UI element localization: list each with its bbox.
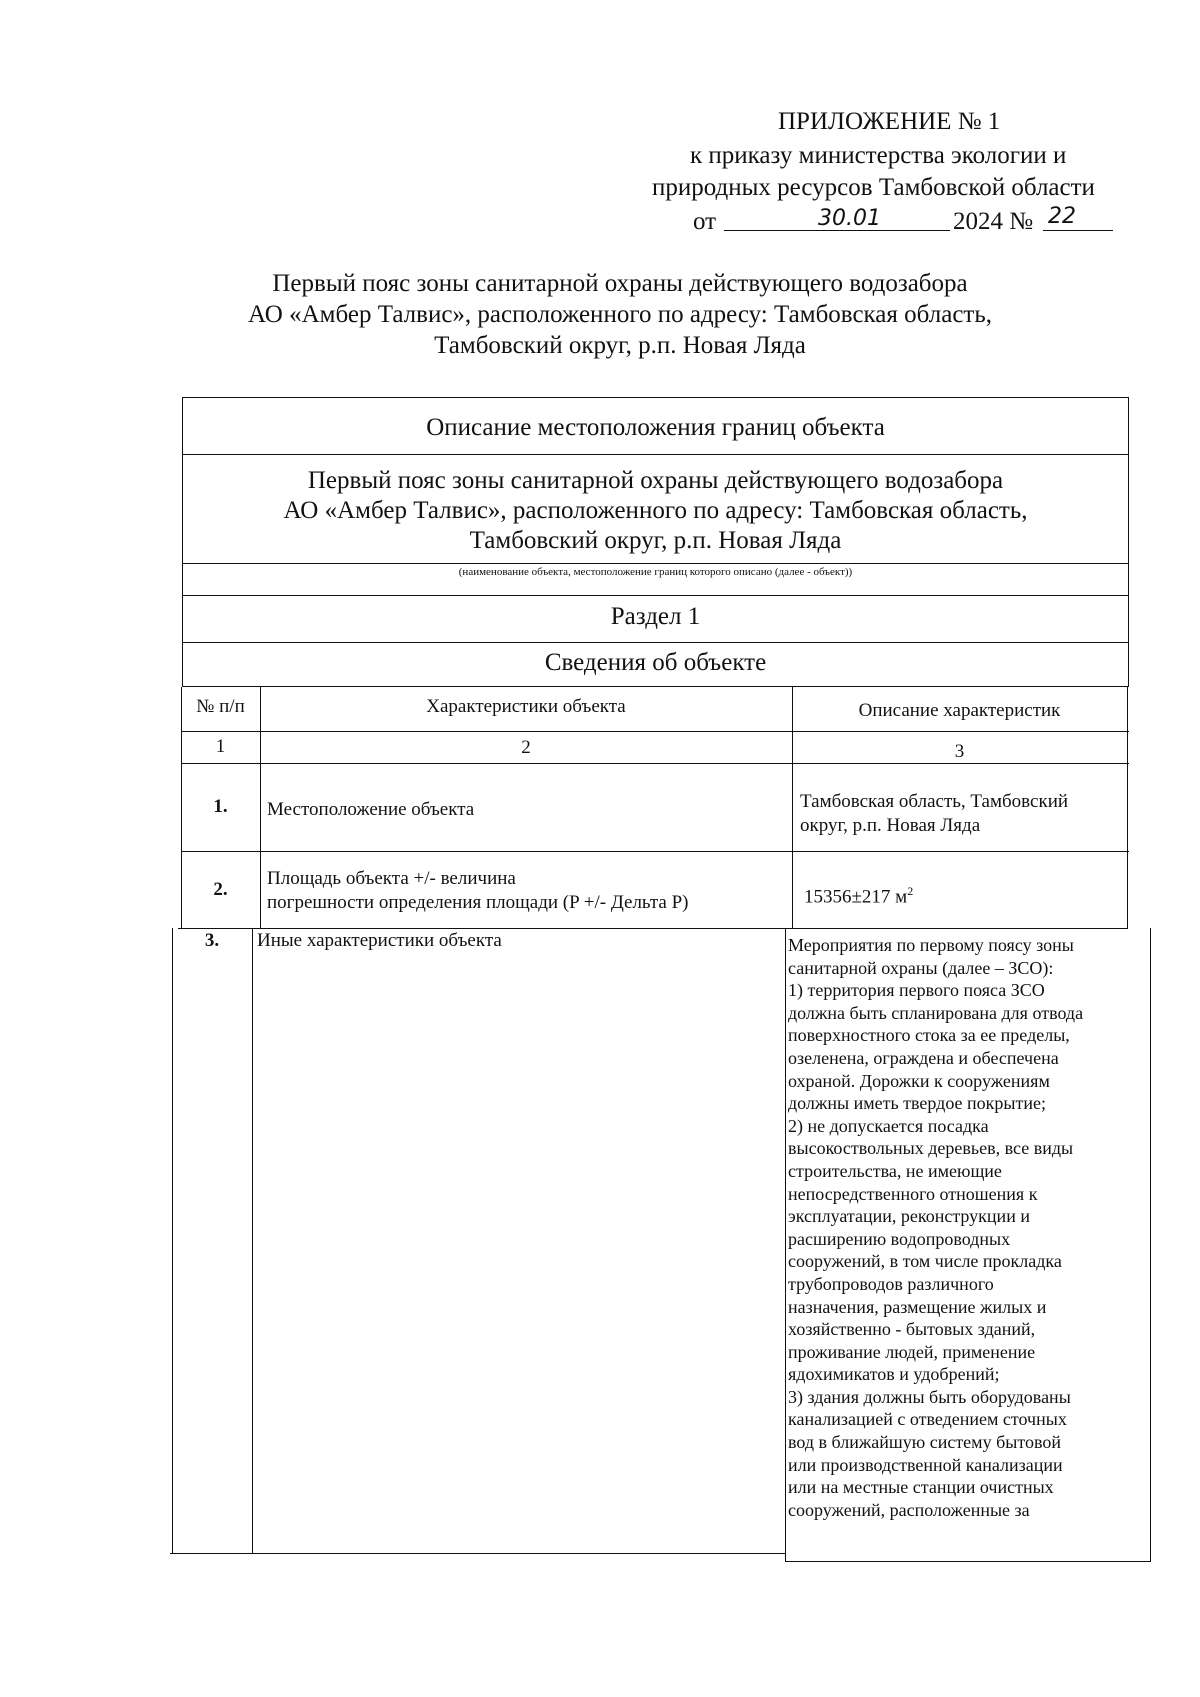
date-from-label: от xyxy=(693,208,717,235)
row-3-desc-line: эксплуатации, реконструкции и xyxy=(788,1206,1030,1227)
handwritten-number: 22 xyxy=(1048,204,1076,229)
column-header-description: Описание характеристик xyxy=(858,700,1061,721)
row-3-desc-line: сооружений, в том числе прокладка xyxy=(788,1251,1062,1272)
divider xyxy=(252,928,253,1553)
row-3-desc-line: расширению водопроводных xyxy=(788,1228,1011,1249)
area-unit-exponent: 2 xyxy=(907,884,914,898)
row-3-desc-line: непосредственного отношения к xyxy=(788,1183,1038,1204)
divider xyxy=(1127,687,1128,928)
divider xyxy=(182,454,1129,455)
document-title xyxy=(180,268,1060,361)
row-1-desc-line: округ, р.п. Новая Ляда xyxy=(800,815,981,836)
row-3-desc-line: канализацией с отведением сточных xyxy=(788,1409,1067,1430)
row-1-desc-line: Тамбовская область, Тамбовский xyxy=(800,791,1069,812)
row-2-name-line: Площадь объекта +/- величина xyxy=(267,868,516,889)
appendix-order-line1: к приказу министерства экологии и xyxy=(690,142,1067,169)
divider xyxy=(182,595,1129,596)
row-2-number: 2. xyxy=(213,879,228,900)
row-3-desc-line: высокоствольных деревьев, все виды xyxy=(788,1138,1074,1159)
row-3-desc-line: вод в ближайшую систему бытовой xyxy=(788,1432,1061,1453)
object-name-line2: АО «Амбер Талвис», расположенного по адресу: Тамбовская область, xyxy=(283,497,1028,524)
object-name xyxy=(182,466,1129,556)
divider xyxy=(182,563,1129,564)
row-3-description xyxy=(788,934,1148,1521)
divider xyxy=(785,928,786,1561)
divider xyxy=(785,1561,1151,1562)
divider xyxy=(170,1553,786,1554)
row-3-desc-line: санитарной охраны (далее – ЗСО): xyxy=(788,957,1054,978)
appendix-title: ПРИЛОЖЕНИЕ № 1 xyxy=(778,108,1001,135)
row-3-desc-line: должны иметь твердое покрытие; xyxy=(788,1093,1046,1114)
title-line2: АО «Амбер Талвис», расположенного по адресу: Тамбовская область, xyxy=(247,301,992,328)
area-value: 15356±217 м xyxy=(804,886,908,908)
row-1-number: 1. xyxy=(213,796,228,817)
row-3-desc-line: 1) территория первого пояса ЗСО xyxy=(788,980,1045,1001)
row-3-desc-line: проживание людей, применение xyxy=(788,1341,1036,1362)
row-3-desc-line: поверхностного стока за ее пределы, xyxy=(788,1025,1070,1046)
title-line3: Тамбовский округ, р.п. Новая Ляда xyxy=(434,332,806,359)
row-3-desc-line: 2) не допускается посадка xyxy=(788,1115,989,1136)
row-3-desc-line: или производственной канализации xyxy=(788,1454,1063,1475)
row-3-desc-line: 3) здания должны быть оборудованы xyxy=(788,1386,1071,1407)
row-3-desc-line: Мероприятия по первому поясу зоны xyxy=(788,935,1074,955)
section-title: Сведения об объекте xyxy=(544,649,767,676)
row-2-name-line: погрешности определения площади (P +/- Дельта P) xyxy=(267,892,689,913)
divider xyxy=(792,687,793,928)
divider xyxy=(1150,928,1151,1561)
row-3-number: 3. xyxy=(204,930,220,951)
row-3-desc-line: ядохимикатов и удобрений; xyxy=(788,1364,1000,1385)
divider xyxy=(182,642,1129,643)
divider xyxy=(181,763,1129,764)
row-3-desc-line: назначения, размещение жилых и xyxy=(788,1296,1047,1317)
appendix-order-line2: природных ресурсов Тамбовской области xyxy=(652,174,1095,201)
column-number-1: 1 xyxy=(215,736,226,757)
object-name-line3: Тамбовский округ, р.п. Новая Ляда xyxy=(469,527,842,554)
row-2-description xyxy=(804,880,1114,908)
divider xyxy=(181,851,1129,852)
row-3-desc-line: строительства, не имеющие xyxy=(788,1160,1002,1181)
row-3-desc-line: или на местные станции очистных xyxy=(788,1477,1054,1498)
divider xyxy=(172,928,173,1553)
divider xyxy=(178,928,1128,929)
number-underline xyxy=(1043,230,1113,231)
row-3-desc-line: сооружений, расположенные за xyxy=(788,1499,1030,1520)
row-2-name xyxy=(267,867,787,915)
row-1-name: Местоположение объекта xyxy=(267,799,475,820)
object-note: (наименование объекта, местоположение границ которого описано (далее - объект)) xyxy=(458,566,853,578)
section-label: Раздел 1 xyxy=(610,603,701,630)
column-header-characteristics: Характеристики объекта xyxy=(426,696,626,717)
handwritten-date: 30.01 xyxy=(818,206,881,231)
row-3-desc-line: озеленена, ограждена и обеспечена xyxy=(788,1047,1059,1068)
object-name-line1: Первый пояс зоны санитарной охраны действующего водозабора xyxy=(307,467,1004,494)
column-header-number: № п/п xyxy=(196,696,245,717)
row-3-desc-line: должна быть спланирована для отвода xyxy=(788,1002,1084,1023)
column-number-3: 3 xyxy=(954,741,965,762)
year-number-label: 2024 № xyxy=(953,208,1034,235)
title-line1: Первый пояс зоны санитарной охраны действующего водозабора xyxy=(272,270,968,297)
row-3-name: Иные характеристики объекта xyxy=(257,930,502,951)
row-3-desc-line: охраной. Дорожки к сооружениям xyxy=(788,1070,1050,1091)
divider xyxy=(181,731,1129,732)
row-3-desc-line: трубопроводов различного xyxy=(788,1273,994,1294)
column-number-2: 2 xyxy=(521,737,531,758)
table-heading: Описание местоположения границ объекта xyxy=(426,414,885,441)
divider xyxy=(260,687,261,928)
row-1-description xyxy=(800,790,1120,838)
row-3-desc-line: хозяйственно - бытовых зданий, xyxy=(788,1319,1036,1340)
